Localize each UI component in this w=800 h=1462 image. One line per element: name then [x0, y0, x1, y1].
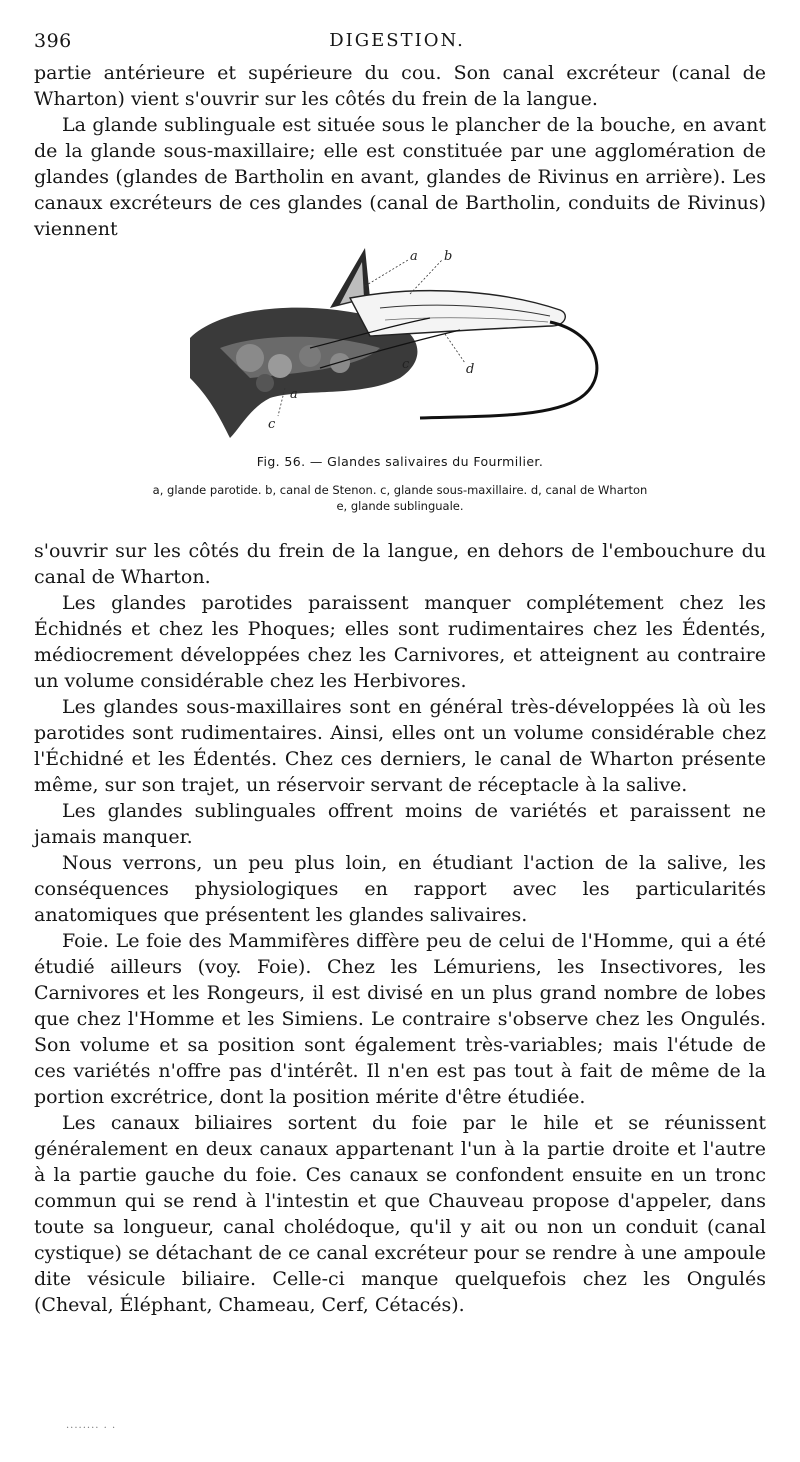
- paragraph: Les glandes parotides paraissent manquer complétement chez les Échidnés et chez les Phoques; elles sont rudimentaires chez les Édentés, médiocrement développées chez les Carnivores, et atteignent au contraire un volume considérable chez les Herbivores.: [34, 592, 766, 692]
- paragraph: Les glandes sublinguales offrent moins de variétés et paraissent ne jamais manquer.: [34, 800, 766, 848]
- running-title: DIGESTION.: [329, 30, 465, 51]
- figure-label: c: [268, 417, 276, 432]
- figure-label: b: [444, 249, 453, 264]
- figure-caption: Fig. 56. — Glandes salivaires du Fourmilier.: [256, 454, 544, 469]
- page-number: 396: [34, 30, 72, 52]
- paragraph: s'ouvrir sur les côtés du frein de la langue, en dehors de l'embouchure du canal de Wharton.: [34, 540, 766, 588]
- figure-label: d: [466, 362, 475, 377]
- paragraph: partie antérieure et supérieure du cou. Son canal excréteur (canal de Wharton) vient s'ouvrir sur les côtés du frein de la langue.: [34, 62, 766, 110]
- page-header: [34, 30, 760, 58]
- figure-legend-line: e, glande sublinguale.: [336, 499, 464, 513]
- figure-label: a: [290, 387, 298, 402]
- body-text-block: [34, 538, 766, 1318]
- paragraph: Nous verrons, un peu plus loin, en étudiant l'action de la salive, les conséquences physiologiques en rapport avec les particularités anatomiques que présentent les glandes salivaires.: [34, 852, 766, 926]
- paragraph: Les glandes sous-maxillaires sont en général très-développées là où les parotides sont rudimentaires. Ainsi, elles ont un volume considérable chez l'Échidné et les Édentés. Chez ces derniers, le canal de Wharton présente même, sur son trajet, un réservoir servant de réceptacle à la salive.: [34, 696, 766, 796]
- paragraph: Foie. Le foie des Mammifères diffère peu de celui de l'Homme, qui a été étudié ailleurs (voy. Foie). Chez les Lémuriens, les Insectivores, les Carnivores et les Rongeurs, il est divisé en un plus grand nombre de lobes que chez l'Homme et les Simiens. Le contraire s'observe chez les Ongulés. Son volume et sa position sont également très-variables; mais l'étude de ces variétés n'offre pas d'intérêt. Il n'en est pas tout à fait de même de la portion excrétrice, dont la position mérite d'être étudiée.: [34, 930, 766, 1108]
- figure-legend: [80, 482, 720, 514]
- anteater-salivary-glands-illustration: [180, 238, 620, 448]
- paragraph: Les canaux biliaires sortent du foie par le hile et se réunissent généralement en deux canaux appartenant l'un à la partie droite et l'autre à la partie gauche du foie. Ces canaux se confondent ensuite en un tronc commun qui se rend à l'intestin et que Chauveau propose d'appeler, dans toute sa longueur, canal cholédoque, qu'il y ait ou non un conduit (canal cystique) se détachant de ce canal excréteur pour se rendre à une ampoule dite vésicule biliaire. Celle-ci manque quelquefois chez les Ongulés (Cheval, Éléphant, Chameau, Cerf, Cétacés).: [34, 1112, 766, 1316]
- footer-marks: ........ . .: [66, 1420, 117, 1431]
- top-text-block: [34, 60, 766, 242]
- figure-label: a: [410, 249, 418, 264]
- figure-illustration: [180, 238, 620, 448]
- paragraph: La glande sublinguale est située sous le plancher de la bouche, en avant de la glande sous-maxillaire; elle est constituée par une agglomération de glandes (glandes de Bartholin en avant, glandes de Rivinus en arrière). Les canaux excréteurs de ces glandes (canal de Bartholin, conduits de Rivinus) viennent: [34, 114, 766, 240]
- figure-legend-line: a, glande parotide. b, canal de Stenon. c, glande sous-maxillaire. d, canal de Wharton: [152, 483, 648, 497]
- figure-label: c: [402, 357, 410, 372]
